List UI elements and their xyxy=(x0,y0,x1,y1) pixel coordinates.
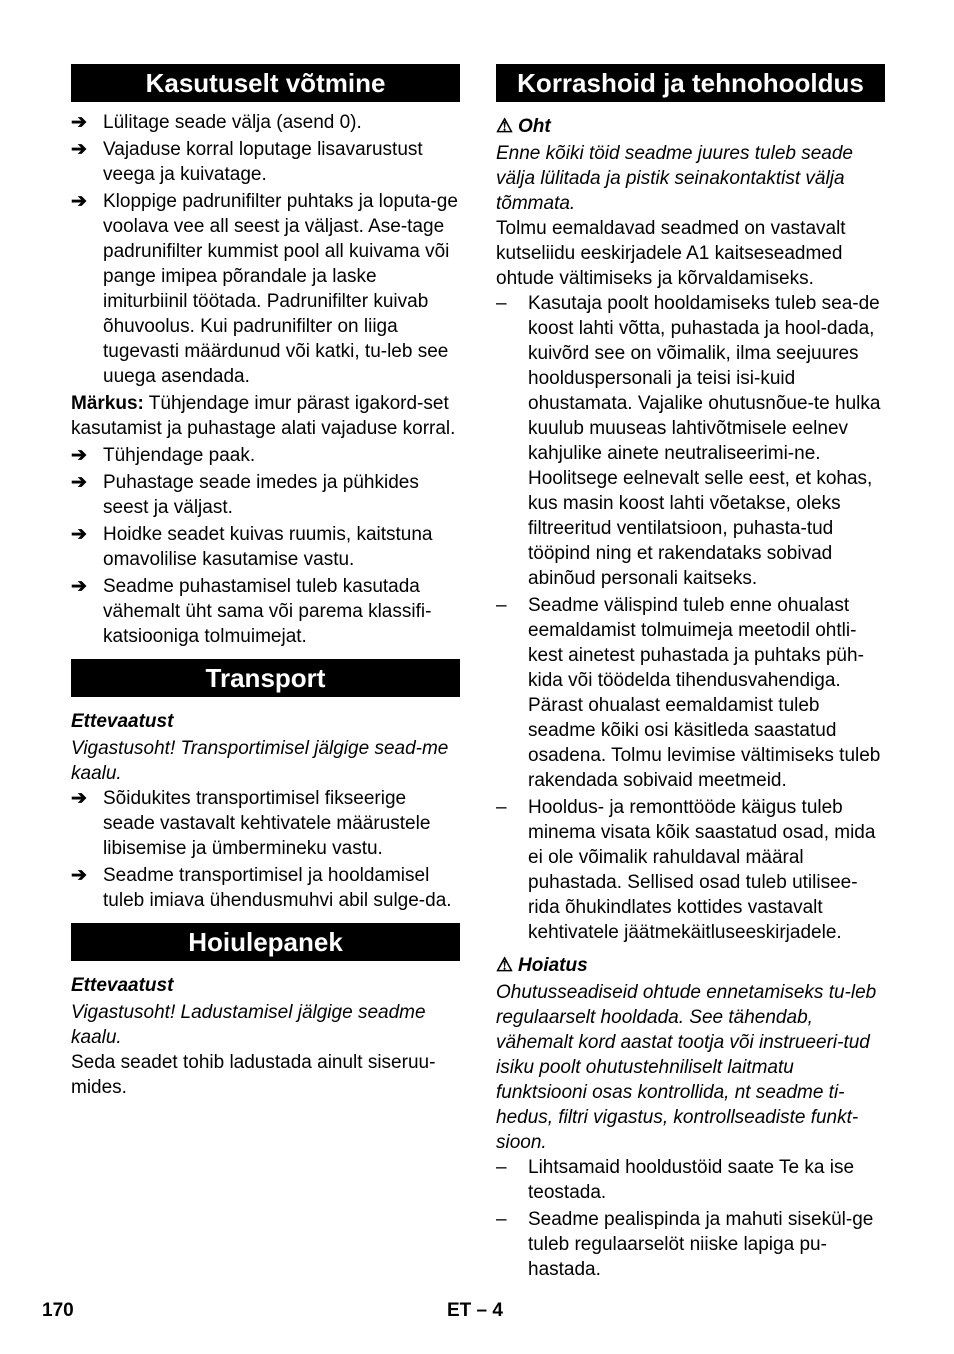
list-transport xyxy=(71,786,460,913)
list-item: ➔ Vajaduse korral loputage lisavarustust veega ja kuivatage. xyxy=(71,139,423,185)
heading-maintenance: Korrashoid ja tehnohooldus xyxy=(496,64,885,102)
dash-bullet-icon: – xyxy=(496,797,507,818)
list-item: ➔ Seadme puhastamisel tuleb kasutada vähemalt üht sama või parema klassifi-katsiooniga tolmuimejat. xyxy=(71,576,432,647)
page-number: 170 xyxy=(42,1300,74,1321)
dash-list-maintenance xyxy=(496,291,885,945)
page-code: ET – 4 xyxy=(447,1300,503,1321)
list-item: ➔ Hoidke seadet kuivas ruumis, kaitstuna omavolilise kasutamise vastu. xyxy=(71,524,433,570)
arrow-bullet-icon: ➔ xyxy=(71,865,87,886)
dash-bullet-icon: – xyxy=(496,1209,507,1230)
heading-decommissioning: Kasutuselt võtmine xyxy=(71,64,460,102)
heading-storage: Hoiulepanek xyxy=(71,923,460,961)
list-decommissioning xyxy=(71,110,460,389)
dash-bullet-icon: – xyxy=(496,595,507,616)
list-item: ➔ Puhastage seade imedes ja pühkides seest ja väljast. xyxy=(71,472,419,518)
warning-triangle-icon: ⚠ xyxy=(496,116,514,137)
note-label: Märkus: xyxy=(71,393,144,414)
storage-text: Seda seadet tohib ladustada ainult siseruu-mides. xyxy=(71,1052,436,1098)
dash-bullet-icon: – xyxy=(496,1157,507,1178)
list-item: – Hooldus- ja remonttööde käigus tuleb minema visata kõik saastatud osad, mida ei ole võimalik rahuldaval määral puhastada. Sellised osad tuleb utilisee-rida õhukindlates kottides vastavalt kehtivatele jäätmekäitluseeskirjadele. xyxy=(496,797,876,943)
list-item: – Seadme välispind tuleb enne ohualast eemaldamist tolmuimeja meetodil ohtli-kest ainetest puhastada ja puhtaks püh-kida või töödelda tihendusvahendiga. Pärast ohualast eemaldamist tuleb seadme kõiki osi käsitleda saastatud osadena. Tolmu levimise vältimiseks tuleb rakendada sobivaid meetmeid. xyxy=(496,595,881,791)
arrow-bullet-icon: ➔ xyxy=(71,788,87,809)
danger-text: Enne kõiki töid seadme juures tuleb seade välja lülitada ja pistik seinakontaktist välja tõmmata. xyxy=(496,143,854,214)
caution-text: Vigastusoht! Ladustamisel jälgige seadme kaalu. xyxy=(71,1002,426,1048)
list-item: – Kasutaja poolt hooldamiseks tuleb sea-de koost lahti võtta, puhastada ja hool-dada, kuivõrd see on võimalik, ilma seejuures hoolduspersonali ja teisi isi-kuid ohustamata. Vajalike ohutusnõue-te hulka kuulub muuseas lahtivõtmisele eelnev kahjulike ainete neutraliseerimi-ne. Hoolitsege eelnevalt selle eest, et kohas, kus masin koost lahti võetakse, oleks filtreeritud ventilatsioon, puhasta-tud tööpind ning et rakendataks sobivad abinõud personali kaitseks. xyxy=(496,293,881,589)
list-item: ➔ Tühjendage paak. xyxy=(71,445,256,466)
caution-label: Ettevaatust xyxy=(71,975,174,996)
warning-triangle-icon: ⚠ xyxy=(496,955,514,976)
caution-label: Ettevaatust xyxy=(71,711,174,732)
warning-text: Ohutusseadiseid ohtude ennetamiseks tu-leb regulaarselt hooldada. See tähendab, vähemalt kord aastat tootja või instrueeri-tud isiku poolt ohutustehniliselt laitmatu funktsiooni osas kontrollida, nt seadme ti-hedus, filtri vigastus, kontrollseadiste funkt-sioon. xyxy=(496,982,877,1153)
list-item: – Seadme pealispinda ja mahuti sisekül-ge tuleb regulaarselöt niiske lapiga pu-hastada. xyxy=(496,1209,874,1280)
list-item: ➔ Seadme transportimisel ja hooldamisel tuleb imiava ühendusmuhvi abil sulge-da. xyxy=(71,865,452,911)
caution-text: Vigastusoht! Transportimisel jälgige sead-me kaalu. xyxy=(71,738,449,784)
left-column xyxy=(71,64,460,1100)
arrow-bullet-icon: ➔ xyxy=(71,191,87,212)
note-paragraph xyxy=(71,391,460,441)
list-item: ➔ Sõidukites transportimisel fikseerige seade vastavalt kehtivatele määrustele libisemise ja ümbermineku vastu. xyxy=(71,788,431,859)
list-item: – Lihtsamaid hooldustöid saate Te ka ise teostada. xyxy=(496,1157,855,1203)
arrow-bullet-icon: ➔ xyxy=(71,524,87,545)
arrow-bullet-icon: ➔ xyxy=(71,445,87,466)
arrow-bullet-icon: ➔ xyxy=(71,112,87,133)
heading-transport: Transport xyxy=(71,659,460,697)
intro-text: Tolmu eemaldavad seadmed on vastavalt kutseliidu eeskirjadele A1 kaitseseadmed ohtude vältimiseks ja kõrvaldamiseks. xyxy=(496,218,846,289)
arrow-bullet-icon: ➔ xyxy=(71,576,87,597)
warning-heading xyxy=(496,953,885,978)
danger-heading xyxy=(496,114,885,139)
arrow-bullet-icon: ➔ xyxy=(71,472,87,493)
right-column xyxy=(496,64,885,1282)
dash-bullet-icon: – xyxy=(496,293,507,314)
danger-label: Oht xyxy=(518,116,551,137)
list-item: ➔ Kloppige padrunifilter puhtaks ja loputa-ge voolava vee all seest ja väljast. Ase-tage padrunifilter kummist pool all kuivama või pange imipea põrandale ja laske imiturbiinil töötada. Padrunifilter kuivab õhuvoolus. Kui padrunifilter on liiga tugevasti määrdunud või katki, tu-leb see uuega asendada. xyxy=(71,191,458,387)
list-cleaning xyxy=(71,443,460,649)
list-item: ➔ Lülitage seade välja (asend 0). xyxy=(71,112,362,133)
dash-list-simple xyxy=(496,1155,885,1282)
warning-label: Hoiatus xyxy=(518,955,588,976)
arrow-bullet-icon: ➔ xyxy=(71,139,87,160)
note-text: Tühjendage imur pärast igakord-set kasutamist ja puhastage alati vajaduse korral. xyxy=(71,393,456,439)
